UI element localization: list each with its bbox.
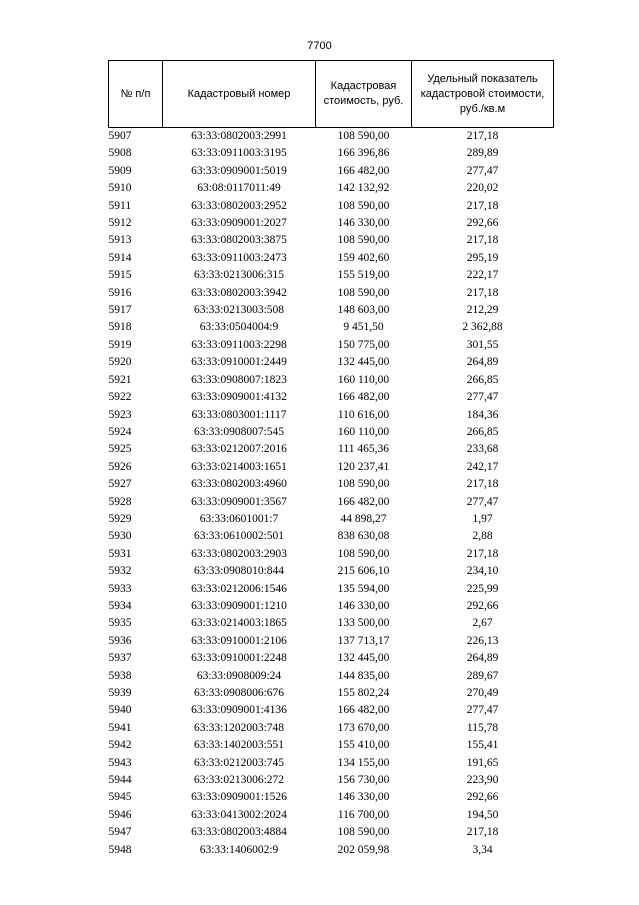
cadastral-value: 166 482,00 [337,495,390,508]
cadastral-number: 63:33:0909001:4136 [191,704,287,717]
row-index: 5942 [108,739,132,752]
specific-value: 217,18 [466,130,499,142]
cadastral-number: 63:33:0213006:272 [193,774,285,787]
table-row [109,702,554,719]
row-index: 5946 [108,808,132,821]
table-row [109,354,554,371]
table-row [109,302,554,319]
cadastral-value: 44 898,27 [340,512,387,525]
cadastral-value: 146 330,00 [337,599,390,612]
cadastral-number: 63:33:0909001:5019 [191,164,287,177]
table-row [109,789,554,806]
header-row [109,61,554,128]
cadastral-value: 155 802,24 [337,687,390,699]
cadastral-number: 63:33:0802003:4960 [191,478,287,491]
row-index: 5931 [108,547,132,560]
row-index: 5909 [108,164,132,177]
row-index: 5918 [108,321,132,334]
specific-value: 217,18 [466,547,499,560]
cadastral-number: 63:33:1202003:748 [193,721,285,734]
table-row [109,633,554,650]
row-index: 5927 [108,478,132,491]
cadastral-value: 166 482,00 [337,164,390,177]
cadastral-value: 108 590,00 [337,199,390,212]
specific-value: 289,89 [466,147,499,160]
row-index: 5943 [108,756,132,769]
cadastral-value: 144 835,00 [337,669,390,682]
specific-value: 277,47 [466,704,499,717]
row-index: 5944 [108,774,132,787]
row-index: 5926 [108,460,132,473]
row-index: 5938 [108,669,132,682]
row-index: 5935 [108,617,132,630]
cadastral-number: 63:33:1406002:9 [199,843,279,856]
row-index: 5940 [108,704,132,717]
header-cadastral-value: Кадастровая стоимость, руб. [316,61,412,128]
specific-value: 115,78 [466,721,499,734]
specific-value: 226,13 [466,634,499,647]
row-index: 5937 [108,652,132,665]
specific-value: 194,50 [466,808,499,821]
table-header [109,61,554,128]
table-row [109,772,554,789]
cadastral-number: 63:33:0908006:676 [193,687,285,699]
cadastral-number: 63:33:0909001:4132 [191,391,287,404]
specific-value: 217,18 [466,234,499,247]
table-row [109,319,554,336]
cadastral-number: 63:33:0910001:2106 [191,634,287,647]
specific-value: 222,17 [466,269,499,282]
specific-value: 264,89 [466,652,499,665]
cadastral-value: 146 330,00 [337,217,390,230]
cadastral-value: 155 410,00 [337,739,390,752]
table-row [109,615,554,632]
table-row [109,128,554,146]
table-row [109,650,554,667]
row-index: 5939 [108,687,132,699]
cadastral-value: 137 713,17 [337,634,390,647]
cadastral-number: 63:33:0212007:2016 [191,443,287,456]
table-row [109,424,554,441]
cadastral-number: 63:33:0214003:1865 [191,617,287,630]
cadastral-number: 63:33:0908009:24 [196,669,282,682]
cadastral-number: 63:33:0802003:2991 [191,130,287,142]
cadastral-value: 108 590,00 [337,130,390,142]
specific-value: 295,19 [466,251,499,264]
specific-value: 2 362,88 [462,321,503,334]
cadastral-number: 63:33:0214003:1651 [191,460,287,473]
cadastral-number: 63:33:0909001:3567 [191,495,287,508]
row-index: 5910 [108,182,132,195]
header-specific-value: Удельный показатель кадастровой стоимости, руб./кв.м [412,61,554,128]
cadastral-number: 63:33:0803001:1117 [191,408,287,421]
row-index: 5912 [108,217,132,230]
row-index: 5936 [108,634,132,647]
table-row [109,250,554,267]
table-body [109,128,554,860]
cadastral-number: 63:33:0910001:2449 [191,356,287,369]
cadastral-number: 63:33:0911003:3195 [191,147,287,160]
cadastral-number: 63:33:0802003:2952 [191,199,287,212]
specific-value: 292,66 [466,217,499,230]
cadastral-value: 215 606,10 [337,565,390,578]
row-index: 5948 [108,843,132,856]
cadastral-number: 63:33:0610002:501 [193,530,285,543]
table-row [109,511,554,528]
specific-value: 3,34 [472,843,493,856]
table-row [109,180,554,197]
row-index: 5908 [108,147,132,160]
row-index: 5928 [108,495,132,508]
cadastral-number: 63:33:0911003:2298 [191,338,287,351]
cadastral-number: 63:33:0802003:4884 [191,826,287,839]
cadastral-value: 108 590,00 [337,478,390,491]
cadastral-value: 134 155,00 [337,756,390,769]
table-row [109,285,554,302]
cadastral-value: 108 590,00 [337,234,390,247]
cadastral-number: 63:33:0908007:545 [193,425,285,438]
specific-value: 234,10 [466,565,499,578]
table-row [109,476,554,493]
header-index: № п/п [109,61,163,128]
row-index: 5934 [108,599,132,612]
cadastral-number: 63:33:0212003:745 [193,756,285,769]
table-row [109,581,554,598]
row-index: 5913 [108,234,132,247]
cadastral-value: 108 590,00 [337,286,390,299]
cadastral-number: 63:33:0802003:2903 [191,547,287,560]
row-index: 5911 [108,199,132,212]
specific-value: 217,18 [466,826,499,839]
cadastral-number: 63:33:0601001:7 [199,512,279,525]
cadastral-value: 9 451,50 [343,321,384,334]
cadastral-value: 110 616,00 [337,408,390,421]
cadastral-value: 111 465,36 [338,443,389,456]
cadastral-number: 63:33:0911003:2473 [191,251,287,264]
cadastral-value: 166 396,86 [337,147,390,160]
table-row [109,598,554,615]
cadastral-value: 120 237,41 [337,460,390,473]
cadastral-value-table [108,60,554,859]
specific-value: 264,89 [466,356,499,369]
cadastral-value: 166 482,00 [337,704,390,717]
cadastral-number: 63:33:0802003:3875 [191,234,287,247]
cadastral-value: 156 730,00 [337,774,390,787]
page-number: 7700 [307,40,332,52]
table-row [109,163,554,180]
row-index: 5921 [108,373,132,386]
row-index: 5947 [108,826,132,839]
cadastral-number: 63:33:0909001:2027 [191,217,287,230]
cadastral-value: 166 482,00 [337,391,390,404]
cadastral-value: 160 110,00 [337,425,390,438]
table-row [109,267,554,284]
cadastral-value: 108 590,00 [337,826,390,839]
cadastral-number: 63:33:0908007:1823 [191,373,287,386]
row-index: 5917 [108,304,132,317]
specific-value: 277,47 [466,495,499,508]
table-row [109,563,554,580]
row-index: 5930 [108,530,132,543]
specific-value: 242,17 [466,460,499,473]
table-row [109,824,554,841]
specific-value: 270,49 [466,687,499,699]
cadastral-number: 63:33:0910001:2248 [191,652,287,665]
cadastral-value: 108 590,00 [337,547,390,560]
table-row [109,755,554,772]
table-row [109,441,554,458]
cadastral-value: 159 402,60 [337,251,390,264]
cadastral-number: 63:33:0909001:1210 [191,599,287,612]
cadastral-number: 63:33:0909001:1526 [191,791,287,804]
cadastral-value: 133 500,00 [337,617,390,630]
cadastral-value: 148 603,00 [337,304,390,317]
specific-value: 217,18 [466,199,499,212]
row-index: 5907 [108,130,132,142]
table-row [109,198,554,215]
specific-value: 223,90 [466,774,499,787]
cadastral-value: 202 059,98 [337,843,390,856]
specific-value: 277,47 [466,391,499,404]
specific-value: 292,66 [466,791,499,804]
table-row [109,407,554,424]
row-index: 5932 [108,565,132,578]
table-row [109,807,554,824]
cadastral-number: 63:33:0212006:1546 [191,582,287,595]
cadastral-number: 63:33:0908010:844 [193,565,285,578]
cadastral-value: 146 330,00 [337,791,390,804]
table-row [109,528,554,545]
table-row [109,232,554,249]
cadastral-value: 173 670,00 [337,721,390,734]
cadastral-value: 838 630,08 [337,530,390,543]
row-index: 5924 [108,425,132,438]
header-cadastral-number: Кадастровый номер [163,61,316,128]
specific-value: 212,29 [466,304,499,317]
cadastral-number: 63:33:0413002:2024 [191,808,287,821]
row-index: 5925 [108,443,132,456]
table-row [109,737,554,754]
row-index: 5933 [108,582,132,595]
cadastral-number: 63:08:0117011:49 [197,182,281,195]
specific-value: 155,41 [466,739,499,752]
cadastral-value: 135 594,00 [337,582,390,595]
table-row [109,842,554,859]
cadastral-number: 63:33:1402003:551 [193,739,285,752]
specific-value: 266,85 [466,425,499,438]
specific-value: 233,68 [466,443,499,456]
specific-value: 289,67 [466,669,499,682]
table-row [109,337,554,354]
row-index: 5923 [108,408,132,421]
cadastral-value: 160 110,00 [337,373,390,386]
specific-value: 220,02 [466,182,499,195]
specific-value: 266,85 [466,373,499,386]
specific-value: 217,18 [466,286,499,299]
table-row [109,145,554,162]
table-row [109,685,554,702]
row-index: 5945 [108,791,132,804]
specific-value: 184,36 [466,408,499,421]
table-row [109,215,554,232]
table-row [109,546,554,563]
row-index: 5920 [108,356,132,369]
specific-value: 2,67 [472,617,493,630]
table-row [109,494,554,511]
specific-value: 277,47 [466,164,499,177]
row-index: 5914 [108,251,132,264]
row-index: 5915 [108,269,132,282]
specific-value: 292,66 [466,599,499,612]
cadastral-value: 132 445,00 [337,356,390,369]
table-row [109,720,554,737]
table-row [109,459,554,476]
row-index: 5922 [108,391,132,404]
cadastral-value: 155 519,00 [337,269,390,282]
cadastral-value: 132 445,00 [337,652,390,665]
row-index: 5919 [108,338,132,351]
cadastral-value: 116 700,00 [337,808,390,821]
specific-value: 217,18 [466,478,499,491]
cadastral-number: 63:33:0213006:315 [193,269,285,282]
cadastral-number: 63:33:0504004:9 [199,321,279,334]
table-row [109,372,554,389]
row-index: 5941 [108,721,132,734]
specific-value: 191,65 [466,756,499,769]
cadastral-value: 150 775,00 [337,338,390,351]
specific-value: 225,99 [466,582,499,595]
specific-value: 2,88 [472,530,493,543]
cadastral-number: 63:33:0802003:3942 [191,286,287,299]
specific-value: 301,55 [466,338,499,351]
cadastral-value: 142 132,92 [337,182,390,195]
table-row [109,668,554,685]
specific-value: 1,97 [472,512,493,525]
row-index: 5916 [108,286,132,299]
row-index: 5929 [108,512,132,525]
cadastral-number: 63:33:0213003:508 [193,304,285,317]
table-row [109,389,554,406]
